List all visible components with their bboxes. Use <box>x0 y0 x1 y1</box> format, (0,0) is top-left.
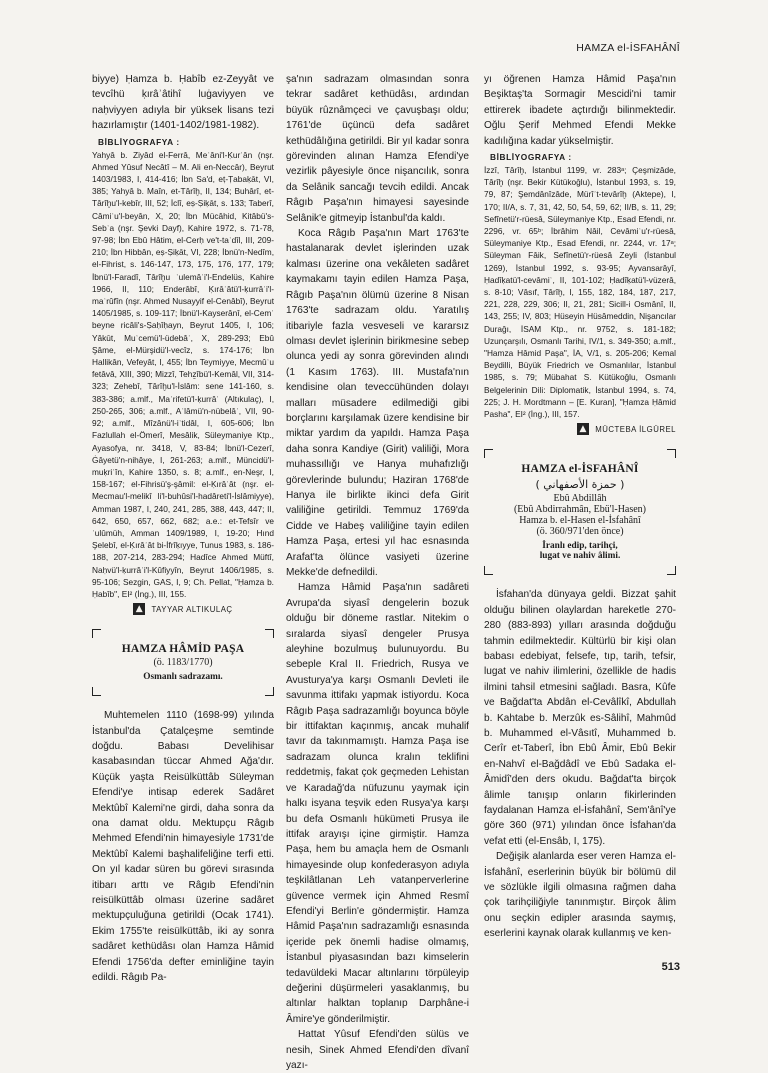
author-name: TAYYAR ALTIKULAÇ <box>151 604 233 614</box>
author-name: MÜCTEBA İLGÜREL <box>595 424 676 434</box>
entry-heading-box <box>92 629 274 696</box>
entry-kunya: Ebû Abdillâh <box>553 493 607 505</box>
bibliography-text: Yahyâ b. Ziyâd el-Ferrâ, Meʿâni'l-Ḳurʾân (nşr. Ahmed Yûsuf Necâtî – M. Ali en-Neccâr), Beyrut 1403/1983, I, 414-416; İbn Sa'd, eṭ-Ṭabaḳāt, VI, 385; Yahyâ b. Maîn, et-Târîḫ, II, 134; Buhârî, et-Târîḫu'l-kebîr, III, 52; İclî, eṣ-Ṣiḳāt, s. 133; Taberî, Câmiʿu'l-beyân, X, 20; İbn Mücâhid, Kitâbü's-Sebʿa (nşr. Şevki Dayf), Kahire 1972, s. 71-78, 97-98; İbn Ebû Hâtim, el-Cerḥ ve't-taʿdîl, III, 209-210; İbn Hibbân, eṣ-Ṣiḳāt, VI, 228; İbnü'n-Nedîm, el-Fihrist, s. 146-147, 173, 175, 176, 177, 179; İbnü'l-Faradî, Târîḫu ʿulemâʾi'l-Endelüs, Kahire 1966, II, 110; Enderâbî, Ḳırâʾâtü'l-ḳurrâʾi'l-maʿrûfîn (nşr. Ahmed Nusayyif el-Cenâbî), Beyrut 1405/1985, s. 109-117; İbnü'l-Kayserânî, el-Cemʿ beyne ricâli's-Ṣaḥîḥayn, Beyrut 1405, I, 106; Yâkūt, Muʿcemü'l-üdebâʾ, X, 289-293; Ebû Şâme, el-Mürşidü'l-vecîz, s. 174-176; İbn Hallikân, Vefeyât, I, 455; İbn Teymiyye, Mecmûʿu fetâvâ, XIII, 390; Mizzî, Tehẕîbü'l-Kemâl, VII, 314-323; Zehebî, Târîḫu'l-İslâm: sene 141-160, s. 383-386; a.mlf., Maʿrifetü'l-ḳurrâʾ (Altıkulaç), I, 250-265, 306; a.mlf., Aʿlâmü'n-nübelâʾ, VII, 90-92; a.mlf., Mîzânü'l-iʿtidâl, I, 605-606; İbn Fazlullah el-Ömerî, Mesâlik, Süleymaniye Ktp., Ayasofya, nr. 3418, V, 83-84; İbnü'l-Cezerî, Ġâyetü'n-nihâye, I, 261-263; a.mlf., Müncidü'l-muḳriʾîn, Kahire 1350, s. 8; a.mlf., en-Neşr, I, 158-167; el-Fihrisü'ş-şâmil: el-Ḳırâʾât (nşr. el-Mecmau'l-melikî li'l-buhûsi'l-hadâreti'l-İslâmiyye), Amman 1987, I, 240, 241, 285, 388, 443, 447; II, 642, 650, 657, 662, 682; a.e.: et-Tefsîr ve ʿulûmüh, Amman 1409/1989, I, 19-20; Hınd Şelebî, el-Ḳırâʾât bi-İfrîḳıyye, Tunus 1983, s. 186-188, 207-214, 283-294; Hadîce Ahmed Müftî, Naḥvü'l-ḳurrâʾi'l-Kûfiyyîn, Beyrut 1406/1985, s. 95-106; Sezgin, GAS, I, 9; Ch. Pellat, "Ḥamza b. Ḥabîb", EI² (İng.), III, 155. <box>92 149 274 599</box>
entry-date: (ö. 1183/1770) <box>153 657 213 669</box>
entry-subtitle: İranlı edip, tarihçi, <box>542 541 618 552</box>
paragraph: Hattat Yûsuf Efendi'den sülüs ve nesih, Sinek Ahmed Efendi'den dîvanî yazı- <box>286 1029 469 1071</box>
page-number: 513 <box>661 961 680 973</box>
entry-heading-box <box>484 449 676 575</box>
paragraph: şa'nın sadrazam olmasından sonra tekrar sadâret kethüdâsı, ardından büyük rûznâmçeci ve çavuşbaşı oldu; 1761'de üçüncü defa sadâret kethüdâlığına getirildi. Bir yıl kadar sonra görevinden alınan Hamza Efendi'ye vezirlik pâyesiyle önce nişancılık, sonra da Selânik sancağı tevcih edildi. Ancak Râgıb Paşa'nın himayesi sayesinde Selânik'e gitmeyip İstanbul'da kaldı. <box>286 74 469 224</box>
author-mark-icon: ▲ <box>133 603 145 615</box>
bibliography-heading: BİBLİYOGRAFYA : <box>98 136 180 147</box>
entry-subtitle-2: lugat ve nahiv âlimi. <box>539 551 621 562</box>
entry-subtitle: Osmanlı sadrazamı. <box>143 672 223 683</box>
author-mark-icon: ▲ <box>577 423 589 435</box>
article-ending-text: biyye) Ḥamza b. Ḥabîb ez-Zeyyât ve tevcîhü ḳırâʾâtihî luġaviyyen ve naḥviyyen adıyla bir yüksek lisans tezi hazırlamıştır (1401-1402/1981-1982). <box>92 74 274 132</box>
entry-title: HAMZA el-İSFAHÂNÎ <box>521 463 639 476</box>
bibliography-heading: BİBLİYOGRAFYA : <box>490 152 572 163</box>
column-2 <box>286 72 469 1073</box>
entry-arabic-title: ( حمزة الأصفهاني ) <box>535 478 625 492</box>
column-3 <box>484 72 676 942</box>
running-head: HAMZA el-İSFAHÂNÎ <box>576 42 680 54</box>
paragraph: Koca Râgıb Paşa'nın Mart 1763'te hastalanarak devlet işlerinden uzak kalması üzerine ona vekâleten sadâret kaymakamı tayin edilen Hamza Paşa, Râgıb Paşa'nın ölümü üzerine 8 Nisan 1763'te sadrazam oldu. Yaratılış itibariyle fazla vesveseli ve kararsız olması devlet işlerinin birikmesine sebep olunca yedi ay sonra görevinden alındı (1 Kasım 1763). III. Mustafa'nın kendisine olan teveccühünden dolayı malları müsadere edilmediği gibi borçlarını karşılamak üzere kendisine bir miktar yardım da yapıldı. Hamza Paşa daha sonra Kandiye (Girit) valiliği, Mora muhassıllığı ve Hanya muhafızlığı görevlerinde bulundu; Haziran 1768'de Hanya ile birlikte ikinci defa Girit valiliğine getirildi. Temmuz 1769'da Cidde ve Habeş valiliğine tayin edilen Hamza Paşa, ertesi yıl hac esnasında Arafat'ta ölünce vasiyeti üzerine Mekke'de defnedildi. <box>286 228 469 578</box>
paragraph: İsfahan'da dünyaya geldi. Bizzat şahit olduğu bilinen olaylardan hareketle 270-280 (883-893) yılları arasında doğduğu tahmin edilmektedir. Kültürlü bir kişi olan babası edebiyat, felsefe, tıp, tarih, tefsir, lugat ve nahiv ilimlerini, özellikle de hadis ilmini tahsil etmesini sağladı. Basra, Kûfe ve Bağdat'ta Abdân el-Cevâlîkî, Abdullah b. Kahtabe b. Merzûk es-Sâlihî, Mahmûd b. Muhammed el-Vâsıtî, Muhammed b. Cerîr et-Taberî, İbn Ebû Âmir, Ebû Bekir en-Nahvî el-Bağdâdî ve Ebû Sadaka el-Âmidî'den ders okudu. Bağdat'ta birçok âlimle tanışıp onların fikirlerinden faydalanan Hamza el-İsfahânî, Sem'ânî'ye göre 360 (971) yılından önce İsfahan'da vefat etti (el-Ensâb, I, 175). <box>484 589 676 847</box>
entry-full-name: Hamza b. el-Hasen el-İsfahânî <box>519 515 641 527</box>
article-body-text: Muhtemelen 1110 (1698-99) yılında İstanbul'da Çatalçeşme semtinde doğdu. Babası Develihisar kasabasından tüccar Ahmed Ağa'dır. Küçük yaşta Reisülküttâb Süleyman Efendi'ye intisap ederek Sadâret Mektûbî Kalemi'ne girdi, daha sonra da ona damat oldu. Mektupçu Râgıb Mehmed Efendi'nin himayesiyle 1731'de Mektûbî Kalemi başhalifeliğine terfi etti. On yıl kadar süren bu görevi sırasında itibarı arttı ve Râgıb Efendi'nin reisülküttâb olması üzerine sadâret mektupçuluğuna getirildi (Ocak 1741). Ekim 1755'te reisülküttâb, iki ay sonra sadâret kethüdâsı olan Hamza Hâmid Efendi 1756'da defter eminliğine tayin edildi. Râgıb Pa- <box>92 710 274 984</box>
bibliography-text: İzzî, Târîḫ, İstanbul 1199, vr. 283ᵃ; Çeşmizâde, Târîḫ (nşr. Bekir Kütükoğlu), İstanbul 1993, s. 19, 79, 87; Şemdânîzâde, Mürîʾt-tevârîḫ (Aktepe), I, 170; II/A, s. 7, 31, 42, 50, 54, 59, 62; II/B, s. 11, 29; Sefînetü'r-rüesâ, Süleymaniye Ktp., Esad Efendi, nr. 2296, vr. 65ᵇ; İbrâhim Nâil, Cevâmiʿu'r-rüesâ, Süleymaniye Ktp., Esad Efendi, nr. 2244, vr. 17ᵃ; Süleyman Fâik, Sefînetü'r-rüesâ Zeyli (İstanbul 1269), İstanbul 1992, s. 93-95; Ayvansarâyî, Ḥadîḳatü'l-cevâmiʿ, II, 101-102; Ḥadîḳatü'l-vüzerâ, s. 8-10; Vâsıf, Târîḫ, I, 155, 182, 184, 187, 217, 221, 228, 229, 306; II, 21, 281; Sicill-i Osmânî, II, 143, 255; IV, 803; Hüseyin Hüsâmeddin, Nişancılar Durağı, İSAM Ktp., nr. 9752, s. 181-182; Uzunçarşılı, Osmanlı Tarihi, IV/1, s. 349-350; a.mlf., "Hamza Hâmid Paşa", İA, V/1, s. 205-206; Kemal Beydilli, Büyük Friedrich ve Osmanlılar, İstanbul 1985, s. 79; Mübahat S. Kütükoğlu, Osmanlı Belgelerinin Dili: Diplomatik, İstanbul 1994, s. 74, 225; J. H. Mordtmann – [E. Kuran], "Ḥamza Ḥâmid Pasha", EI² (İng.), III, 157. <box>484 165 676 420</box>
paragraph: Değişik alanlarda eser veren Hamza el-İsfahânî, eserlerinin büyük bir bölümü dil ve sözlükle ilgili olmasına rağmen daha çok tarihçiliğiyle tanınmıştır. Birçok âlim onu seçkin edipler arasında saymış, eserlerini kaynak olarak kullanmış ve ken- <box>484 851 676 940</box>
paragraph: yı öğrenen Hamza Hâmid Paşa'nın Beşiktaş'ta Sormagir Mescidi'ni tamir ettirerek ibadete açtırdığı bilinmektedir. Oğlu Şerif Mehmed Efendi Mekke kadılığına kadar yükselmiştir. <box>484 74 676 147</box>
author-signature <box>92 603 274 615</box>
entry-title: HAMZA HÂMİD PAŞA <box>121 643 245 656</box>
entry-date: (ö. 360/971'den önce) <box>536 526 624 538</box>
entry-alt-kunya: (Ebû Abdirrahmân, Ebü'l-Hasen) <box>513 504 647 516</box>
paragraph: Hamza Hâmid Paşa'nın sadâreti Avrupa'da siyasî dengelerin bozuk olduğu bir döneme rastlar. Nitekim o sıralarda siyasî dengeler Prusya aleyhine bozulmuş bulunuyordu. Bu sebeple Kral II. Friedrich, Rusya ve Avusturya'ya karşı Osmanlı Devleti ile savunma ittifakı yapmak istiyordu. Koca Râgıb Paşa sadrazamlığı boyunca böyle bir ittifaktan kaçınmış, ancak muhalif tavır da takınmamıştı. Hamza Paşa ise sadrazam olunca kralın teklifini reddetmiş, fakat çok geçmeden Lehistan ve Karadağ'da nüfuzunu yaymak için halkı isyana teşvik eden Rusya'ya karşı bu defa Osmanlı hükümeti Prusya ile ittifak arayışı içine girmiştir. Hamza Paşa, hem bu amaçla hem de Osmanlı himayesinde olup konfederasyon adıyla teşkilâtlanan Leh vatanperverlerine güvence vermek için Ahmed Resmî Efendi'yi Berlin'e göndermiştir. Hamza Hâmid Paşa'nın sadrazamlığı esnasında içeride pek önemli hadise olmamış, İstanbul piyasasından bazı kimselerin tedavüldeki Macar altınlarını törpüleyip değerini düşürmeleri yasaklanmış, bu altınlar halktan toplanıp Darphâne-i Âmire'ye gönderilmiştir. <box>286 582 469 1025</box>
column-1 <box>92 72 274 985</box>
author-signature <box>484 423 676 435</box>
